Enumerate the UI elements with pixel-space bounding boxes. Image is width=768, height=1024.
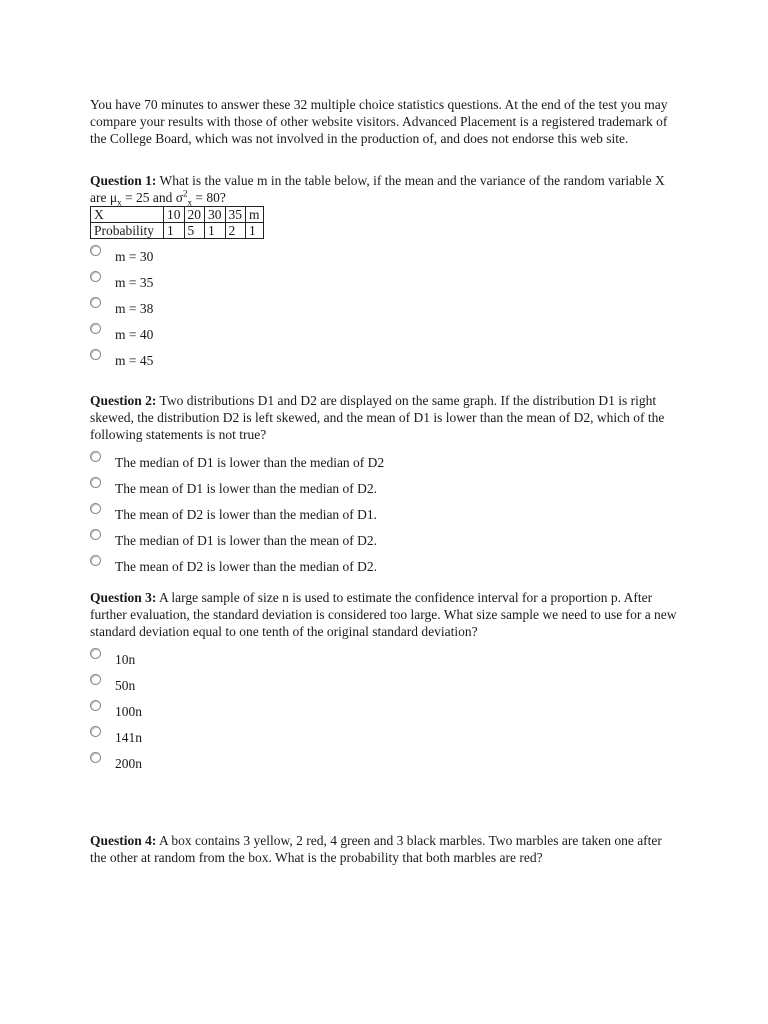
option-item[interactable] <box>90 347 680 373</box>
option-item[interactable] <box>90 449 680 475</box>
question-2-body: Two distributions D1 and D2 are displayed on the same graph. If the distribution D1 is right skewed, the distribution D2 is left skewed, and the mean of D1 is lower than the mean of D2, which of the following statements is not true? <box>90 393 665 442</box>
radio-button[interactable] <box>90 451 101 462</box>
option-label: m = 45 <box>115 353 154 368</box>
option-label: m = 35 <box>115 275 154 290</box>
distribution-table <box>90 206 264 239</box>
option-label: The mean of D2 is lower than the median of D2. <box>115 559 378 574</box>
question-1 <box>90 172 680 373</box>
question-2-label: Question 2: <box>90 393 157 408</box>
table-cell: 30 <box>205 207 226 223</box>
option-item[interactable] <box>90 321 680 347</box>
option-item[interactable] <box>90 553 680 579</box>
table-cell: 1 <box>246 223 264 239</box>
question-1-text <box>90 172 680 206</box>
table-cell: 35 <box>225 207 246 223</box>
radio-button[interactable] <box>90 349 101 360</box>
table-row <box>91 223 264 239</box>
sigma-superscript: 2 <box>182 188 188 199</box>
option-item[interactable] <box>90 750 680 776</box>
radio-button[interactable] <box>90 674 101 685</box>
question-3-text <box>90 589 680 640</box>
question-1-text-b: = 25 and σ <box>121 190 183 205</box>
option-label: The median of D1 is lower than the mean of D2. <box>115 533 378 548</box>
radio-button[interactable] <box>90 323 101 334</box>
table-cell: 1 <box>164 223 185 239</box>
question-3-options <box>90 646 680 776</box>
option-item[interactable] <box>90 475 680 501</box>
radio-button[interactable] <box>90 245 101 256</box>
intro-block <box>90 96 680 147</box>
option-label: m = 40 <box>115 327 154 342</box>
option-label: 141n <box>115 730 142 745</box>
option-label: The mean of D2 is lower than the median of D1. <box>115 507 378 522</box>
radio-button[interactable] <box>90 297 101 308</box>
intro-text: You have 70 minutes to answer these 32 multiple choice statistics questions. At the end of the test you may compare your results with those of other website visitors. Advanced Placement is a registered trademark of the College Board, which was not involved in the production of, and does not endorse this web site. <box>90 97 668 146</box>
option-label: 50n <box>115 678 136 693</box>
question-4-label: Question 4: <box>90 833 157 848</box>
table-cell: m <box>246 207 264 223</box>
option-item[interactable] <box>90 672 680 698</box>
option-item[interactable] <box>90 269 680 295</box>
option-label: m = 30 <box>115 249 154 264</box>
question-1-text-c: = 80? <box>191 190 226 205</box>
table-cell: Probability <box>91 223 164 239</box>
table-cell: 2 <box>225 223 246 239</box>
table-cell: 5 <box>184 223 205 239</box>
option-label: m = 38 <box>115 301 154 316</box>
question-3-body: A large sample of size n is used to estimate the confidence interval for a proportion p. After further evaluation, the standard deviation is considered too large. What size sample we need to use for a new standard deviation equal to one tenth of the original standard deviation? <box>90 590 677 639</box>
table-cell: X <box>91 207 164 223</box>
option-item[interactable] <box>90 243 680 269</box>
option-label: The median of D1 is lower than the median of D2 <box>115 455 385 470</box>
option-item[interactable] <box>90 527 680 553</box>
radio-button[interactable] <box>90 477 101 488</box>
table-row <box>91 207 264 223</box>
question-1-text-a: What is the value m in the table below, if the mean and the variance of the random variable X are μ <box>90 173 665 205</box>
radio-button[interactable] <box>90 529 101 540</box>
option-label: 10n <box>115 652 136 667</box>
mu-subscript: x <box>117 197 122 208</box>
question-4 <box>90 832 680 866</box>
radio-button[interactable] <box>90 503 101 514</box>
option-label: 200n <box>115 756 142 771</box>
question-2 <box>90 392 680 579</box>
option-label: 100n <box>115 704 142 719</box>
question-4-text <box>90 832 680 866</box>
question-1-options <box>90 243 680 373</box>
radio-button[interactable] <box>90 648 101 659</box>
option-item[interactable] <box>90 295 680 321</box>
table-cell: 1 <box>205 223 226 239</box>
radio-button[interactable] <box>90 555 101 566</box>
table-cell: 20 <box>184 207 205 223</box>
question-1-label: Question 1: <box>90 173 157 188</box>
question-2-text <box>90 392 680 443</box>
question-2-options <box>90 449 680 579</box>
radio-button[interactable] <box>90 752 101 763</box>
sigma-subscript: x <box>187 197 192 208</box>
option-item[interactable] <box>90 698 680 724</box>
option-item[interactable] <box>90 646 680 672</box>
option-item[interactable] <box>90 501 680 527</box>
option-item[interactable] <box>90 724 680 750</box>
radio-button[interactable] <box>90 726 101 737</box>
radio-button[interactable] <box>90 700 101 711</box>
question-3-label: Question 3: <box>90 590 157 605</box>
question-3 <box>90 589 680 776</box>
question-4-body: A box contains 3 yellow, 2 red, 4 green and 3 black marbles. Two marbles are taken one after the other at random from the box. What is the probability that both marbles are red? <box>90 833 662 865</box>
radio-button[interactable] <box>90 271 101 282</box>
table-cell: 10 <box>164 207 185 223</box>
option-label: The mean of D1 is lower than the median of D2. <box>115 481 378 496</box>
